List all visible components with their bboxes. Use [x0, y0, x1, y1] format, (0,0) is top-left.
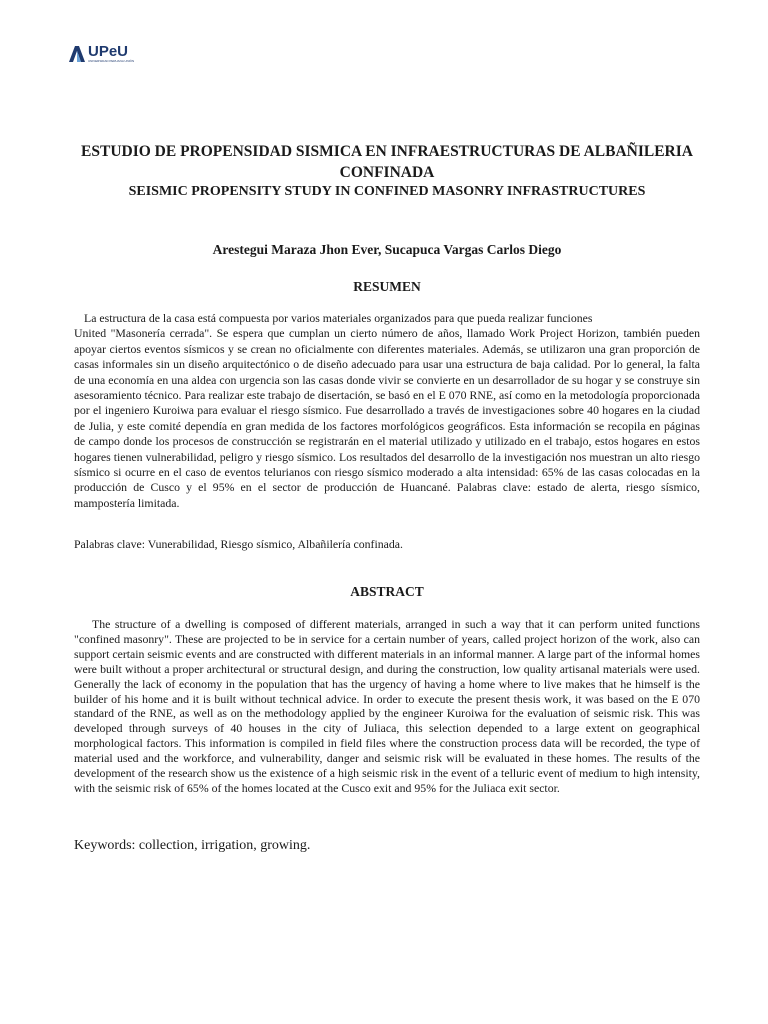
- title-spanish: ESTUDIO DE PROPENSIDAD SISMICA EN INFRAESTRUCTURAS DE ALBAÑILERIA CONFINADA: [81, 143, 693, 181]
- keywords-english: Keywords: collection, irrigation, growing.: [74, 838, 311, 853]
- palabras-clave: Palabras clave: Vunerabilidad, Riesgo sísmico, Albañilería confinada.: [74, 537, 403, 551]
- resumen-first-line: La estructura de la casa está compuesta por varios materiales organizados para que pueda realizar funciones: [84, 311, 593, 325]
- resumen-heading: RESUMEN: [353, 279, 421, 294]
- resumen-paragraph: [74, 311, 700, 511]
- upeu-logo-icon: [68, 45, 86, 63]
- authors: Arestegui Maraza Jhon Ever, Sucapuca Vargas Carlos Diego: [212, 242, 562, 257]
- logo-subtext: UNIVERSIDAD PERUANA UNIÓN: [88, 59, 135, 63]
- abstract-paragraph: The structure of a dwelling is composed of different materials, arranged in such a way that it can perform united functions "confined masonry". These are projected to be in service for a certain number of years, called project horizon of the work, also can support certain seismic events and are constructed with different materials in an informal manner. A large part of the informal homes were built without a proper architectural or structural design, and during the construction, low quality artisanal materials were used. Generally the lack of economy in the population that has the urgency of having a home where to live makes that he himself is the builder of his home and it is built without technical advice. In order to execute the present thesis work, it was based on the E 070 standard of the RNE, as well as on the methodology applied by the engineer Kuroiwa for the evaluation of seismic risk. This was developed through surveys of 40 houses in the city of Juliaca, this selection depended to a large extent on geographical morphological factors. This information is compiled in field files where the construction process data will be recorded, the type of material used and the workforce, and vulnerability, danger and seismic risk will be evaluated in these homes. The results of the development of the research show us the existence of a high seismic risk in the event of a telluric event of medium to high intensity, with the seismic risk of 65% of the homes located at the Cusco exit and 95% for the Juliaca exit sector.: [74, 617, 700, 795]
- resumen-body: United "Masonería cerrada". Se espera que cumplan un cierto número de años, llamado Work Project Horizon, también pueden apoyar ciertos eventos sísmicos y se crean no oficialmente con diferentes materiales. Además, se utilizaron una gran proporción de casas informales sin un diseño arquitectónico o de diseño adecuado para usar una estructura de baja calidad. Por lo general, la falta de una economía en una aldea con urgencia son las casas donde vivir se convierte en un desarrollador de su hogar y se construye sin asesoramiento técnico. Para realizar este trabajo de disertación, se basó en el E 070 RNE, así como en la metodología proporcionada por el ingeniero Kuroiwa para evaluar el riesgo sísmico. Fue desarrollado a través de investigaciones sobre 40 hogares en la ciudad de Julia, y este comité dependía en gran medida de los factores morfológicos geográficos. Esta información se recopila en páginas de campo donde los procesos de construcción se registrarán en el material utilizado y utilizado en el trabajo, estos hogares en estos hogares tienen vulnerabilidad, peligro y riesgo sísmico. Los resultados del desarrollo de la investigación nos muestran un alto riesgo sísmico si ocurre en el caso de eventos telurianos con riesgo sísmico moderado a alta intensidad: 65% de las casas colocadas en la producción de Cusco y el 95% en el sector de producción de Huancané. Palabras clave: estado de alerta, riesgo sísmico, mampostería limitada.: [74, 326, 700, 510]
- logo-text: UPeU: [88, 43, 129, 60]
- title-english: SEISMIC PROPENSITY STUDY IN CONFINED MASONRY INFRASTRUCTURES: [128, 184, 646, 199]
- university-logo: [68, 44, 134, 63]
- abstract-heading: ABSTRACT: [350, 584, 424, 599]
